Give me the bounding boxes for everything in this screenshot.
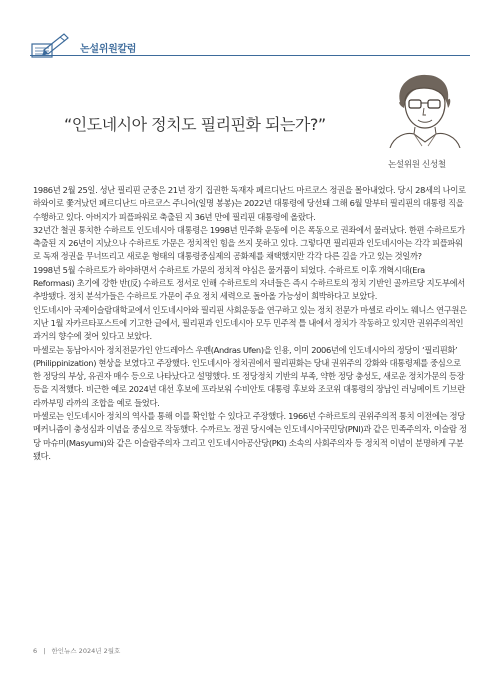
column-header [30, 36, 470, 62]
author-portrait [378, 72, 466, 148]
footer-separator: | [43, 647, 46, 655]
section-label: 논설위원칼럼 [80, 44, 137, 55]
article-paragraph: 인도네시아 국제이슬람대학교에서 인도네시아와 필리핀 사회운동을 연구하고 있는 정치 전문가 마셀로 라이노 웨니스 연구원은 지난 1월 자카르타포스트에 기고한 글에서, 필리핀과 인도네시아 모두 민주적 틀 내에서 정치가 작동하고 있지만 권위주의적인 과거의 향수에 젖어 있다고 보았다. [33, 304, 467, 342]
article-paragraph: 마셀로는 인도네시아 정치의 역사를 통해 이를 확인할 수 있다고 주장했다. 1966년 수하르토의 권위주의적 통치 이전에는 정당 메커니즘이 충성심과 이념을 중심으로 작동했다. 수까르노 정권 당시에는 인도네시아국민당(PNI)과 같은 민족주의자, 이슬람 정당 마슈미(Masyumi)와 같은 이슬람주의자 그리고 인도네시아공산당(PKI) 소속의 사회주의자 등 정치적 이념이 분명하게 구분됐다. [33, 411, 467, 461]
page-number: 6 [33, 647, 38, 655]
article-headline: “인도네시아 정치도 필리핀화 되는가?” [64, 115, 326, 134]
author-byline: 논설위원 신성철 [388, 160, 446, 170]
article-paragraph: 1986년 2월 25일. 성난 필리핀 군중은 21년 장기 집권한 독재자 페르디난드 마르코스 정권을 몰아내었다. 당시 28세의 나이로 하와이로 쫓겨났던 페르디난드 마르코스 주니어(일명 봉봉)는 2022년 대통령에 당선돼 그해 6월 말부터 필리핀의 대통령 직을 수행하고 있다. 아버지가 피플파워로 축출된 지 36년 만에 필리핀 대통령에 올랐다. [33, 185, 466, 222]
article-body [33, 184, 467, 463]
header-rule [30, 55, 470, 56]
page-footer [33, 646, 124, 655]
publication-name: 한인뉴스 2024년 2월호 [51, 647, 121, 655]
article-paragraph: 마셀로는 동남아시아 정치전문가인 안드레아스 우펜(Andras Ufen)을 인용, 이미 2006년에 인도네시아의 정당이 ‘필리핀화’ (Philippinization) 현상을 보였다고 주장했다. 인도네시아 정치권에서 필리핀화는 당내 권위주의 강화와 대통령제를 중심으로 한 정당의 부상, 유권자 매수 등으로 나타났다고 설명했다. 또 정당정치 기반의 부족, 약한 정당 충성도, 새로운 정치가문의 등장 등을 지적했다. 비근한 예로 2024년 대선 후보에 프라보워 수비안토 대통령 후보와 조코위 대통령의 장남인 러닝메이트 기브란 라까부밍 라까의 조합을 예로 들었다. [33, 344, 465, 408]
article-paragraph: 32년간 철권 통치한 수하르토 인도네시아 대통령은 1998년 민주화 운동에 이은 폭동으로 권좌에서 물러났다. 한편 수하르토가 축출된 지 26년이 지났으나 수하르토 가문은 정치적인 힘을 쓰지 못하고 있다. 그렇다면 필리핀과 인도네시아는 각각 피플파워로 독재 정권을 무너뜨리고 새로운 형태의 대통령중심제의 공화제를 채택했지만 각각 다른 길을 가고 있는 것일까? [33, 224, 465, 262]
article-paragraph: 1998년 5월 수하르토가 하야하면서 수하르토 가문의 정치적 야심은 물거품이 되었다. 수하르토 이후 개혁시대(Era Reformasi) 초기에 강한 반(反) 수하르토 정서로 인해 수하르토의 자녀들은 즉시 수하르토의 정치 기반인 골까르당 지도부에서 추방됐다. 정치 분석가들은 수하르토 가문이 주요 정치 세력으로 돌아올 가능성이 희박하다고 보았다. [33, 264, 465, 302]
